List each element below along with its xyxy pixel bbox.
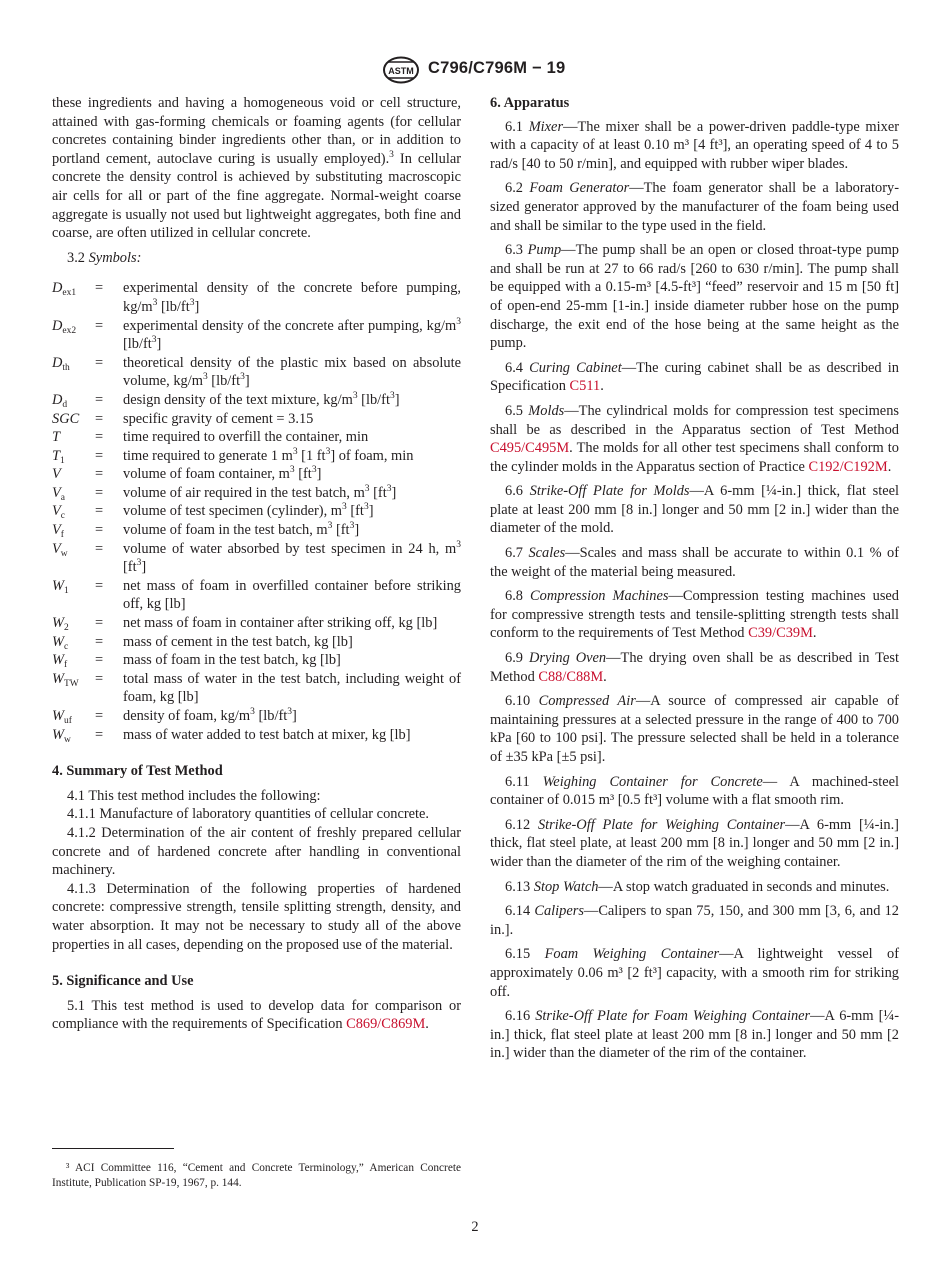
symbol-row: $W_1$ = net mass of foam in overfilled container before striking off, kg [lb] [52,577,461,613]
ref-c869[interactable]: C869/C869M [346,1016,426,1033]
apparatus-item: 6.2 Foam Generator—The foam generator shall be a laboratory-sized generator approved by the manufacturer of the foam being used and shall be similar to the type used in the field. [490,180,899,234]
symbol-row: $W_{TW}$ = total mass of water in the test batch, including weight of foam, kg [lb] [52,670,461,706]
symbol-row: $D_d$ = design density of the text mixture, $kg/m^3$ $[lb/ft^3]$ [52,390,400,410]
symbol-row: $D_{th}$ = theoretical density of the plastic mix based on absolute volume, $kg/m^3$ $[lb/ft^3]$ [52,354,461,390]
footnote-3: ³ ACI Committee 116, “Cement and Concrete Terminology,” American Concrete Institute, Publication SP-19, 1967, p. 144. [52,1162,461,1190]
section-6-heading: 6. Apparatus [490,95,570,111]
page-header [0,56,950,86]
symbol-row: $V_f$ = volume of foam in the test batch, $m^3$ $[ft^3]$ [52,521,360,541]
left-column [52,94,461,1034]
paragraph-4-1-1: 4.1.1 Manufacture of laboratory quantities of cellular concrete. [67,806,430,823]
standard-ref-link[interactable]: C88/C88M [538,668,604,685]
svg-text:ASTM: ASTM [388,66,414,76]
apparatus-item: 6.12 Strike-Off Plate for Weighing Container—A 6-mm [¼-in.] thick, flat steel plate, at least 200 mm [8 in.] longer and 50 mm [2 in.] wider than the diameter of the rim of the weighing container. [490,816,899,870]
apparatus-item: 6.5 Molds—The cylindrical molds for compression test specimens shall be as described in the Apparatus section of Test Method C495/C495M. The molds for all other test specimens shall conform to the cylinder molds in the Apparatus section of Practice C192/C192M. [490,402,899,475]
section-4-heading: 4. Summary of Test Method [52,763,223,780]
symbols-list [52,279,461,744]
symbol-row: $V_c$ = volume of test specimen (cylinder), $m^3$ $[ft^3]$ [52,502,374,522]
apparatus-item: 6.11 Weighing Container for Concrete— A machined-steel container of 0.015 m³ [0.5 ft³] volume with a flat smooth rim. [490,773,900,809]
apparatus-item: 6.14 Calipers—Calipers to span 75, 150, and 300 mm [3, 6, and 12 in.]. [490,903,899,938]
apparatus-item: 6.3 Pump—The pump shall be an open or closed throat-type pump and shall be run at 27 to 66 rad/s [260 to 630 r/min]. The pump shall be equipped with a 0.15-m³ [4.5-ft³] “feed” reservoir and 15 m [50 ft] of open-end 25-mm [1-in.] inside diameter rubber hose on the pump discharge, the exit end of the hose being at the same height as the pump. [490,242,899,352]
apparatus-item: 6.13 Stop Watch—A stop watch graduated in seconds and minutes. [505,878,890,895]
section-5-heading: 5. Significance and Use [52,973,194,990]
apparatus-item: 6.7 Scales—Scales and mass shall be accurate to within 0.1 % of the weight of the material being measured. [490,545,899,580]
symbol-row: $W_w$ = mass of water added to test batch at mixer, kg [lb] [52,726,411,745]
symbol-row: T = time required to overfill the container, min [52,429,369,446]
right-column [490,94,899,1063]
apparatus-list [490,118,899,1063]
paragraph-5-1: 5.1 This test method is used to develop data for comparison or compliance with the requirements of Specification C869/C869M. [52,997,461,1033]
symbol-row: $W_c$ = mass of cement in the test batch, kg [lb] [52,633,353,652]
footnote-divider [52,1148,174,1149]
standard-ref-link[interactable]: C495/C495M [490,440,570,457]
paragraph-4-1: 4.1 This test method includes the following: [67,787,321,804]
standard-ref-link[interactable]: C511 [569,378,601,395]
standard-ref-link[interactable]: C192/C192M [808,458,888,475]
paragraph-3-1-cont: these ingredients and having a homogeneous void or cell structure, attained with gas-forming chemicals or foaming agents (for cellular concretes containing binder ingredients other than, or in addition to portland cement, autoclave curing is usually employed).$^3$ In cellular concrete the density control is achieved by substituting macroscopic air cells for all or part of the fine aggregate. Normal-weight coarse aggregate is usually not used but lightweight aggregates, both fine and coarse, are often utilized in cellular concrete. [52,95,462,242]
apparatus-item: 6.4 Curing Cabinet—The curing cabinet shall be as described in Specification C511. [490,359,899,395]
symbol-row: $V_a$ = volume of air required in the test batch, $m^3$ $[ft^3]$ [52,483,397,503]
apparatus-item: 6.9 Drying Oven—The drying oven shall be as described in Test Method C88/C88M. [490,650,899,685]
apparatus-item: 6.8 Compression Machines—Compression testing machines used for compressive strength tests and tensile-splitting strength tests shall conform to the requirements of Test Method C39/C39M. [490,588,899,642]
paragraph-4-1-2: 4.1.2 Determination of the air content of freshly prepared cellular concrete and of hardened concrete after handling in conventional machinery. [52,824,461,879]
astm-logo-icon [382,56,420,84]
apparatus-item: 6.6 Strike-Off Plate for Molds—A 6-mm [¼-in.] thick, flat steel plate at least 200 mm [8 in.] longer and 50 mm [2 in.] wider than the diameter of the mold. [490,483,899,537]
symbol-row: $W_2$ = net mass of foam in container after striking off, kg [lb] [52,615,438,634]
symbol-row: $D_{ex1}$ = experimental density of the concrete before pumping, $kg/m^3$ $[lb/ft^3]$ [52,280,461,315]
symbol-row: $V_w$ = volume of water absorbed by test specimen in 24 h, $m^3$ $[ft^3]$ [52,539,461,576]
document-designation: C796/C796M − 19 [428,59,566,77]
symbol-row: $T_1$ = time required to generate 1 $m^3$ [1 $ft^3$] of foam, min [52,446,414,466]
standard-ref-link[interactable]: C39/C39M [748,625,813,642]
symbol-row: SGC = specific gravity of cement = 3.15 [52,410,314,427]
apparatus-item: 6.15 Foam Weighing Container—A lightweight vessel of approximately 0.06 m³ [2 ft³] capacity, with a smooth rim for striking off. [490,946,899,1000]
symbol-row: $W_{uf}$ = density of foam, $kg/m^3$ $[lb/ft^3]$ [52,707,297,726]
symbol-row: V = volume of foam container, $m^3$ $[ft^3]$ [52,465,322,483]
paragraph-4-1-3: 4.1.3 Determination of the following properties of hardened concrete: compressive strength, tensile splitting strength, density, and water absorption. It may not be necessary to study all of the above properties in all cases, depending on the proposed use of the material. [52,880,461,953]
symbol-row: $W_f$ = mass of foam in the test batch, kg [lb] [52,652,341,671]
symbol-row: $D_{ex2}$ = experimental density of the concrete after pumping, $kg/m^3$ $[lb/ft^3]$ [52,316,461,353]
symbols-heading: 3.2 Symbols: [67,249,142,266]
apparatus-item: 6.10 Compressed Air—A source of compressed air capable of maintaining pressures at a selected pressure in the range of 400 to 700 kPa [60 to 100 psi]. The pressure selected shall be held in a tolerance of ±35 kPa [±5 psi]. [490,693,899,765]
apparatus-item: 6.16 Strike-Off Plate for Foam Weighing Container—A 6-mm [¼-in.] thick, flat steel plate at least 200 mm [8 in.] longer and 50 mm [2 in.] wider than the diameter of the rim of the container. [490,1008,899,1062]
apparatus-item: 6.1 Mixer—The mixer shall be a power-driven paddle-type mixer with a capacity of at least 0.10 m³ [4 ft³], an operating speed of 4 to 5 rad/s [40 to 50 r/min], and equipped with rubber wiper blades. [490,118,899,172]
page-number: 2 [471,1219,479,1235]
